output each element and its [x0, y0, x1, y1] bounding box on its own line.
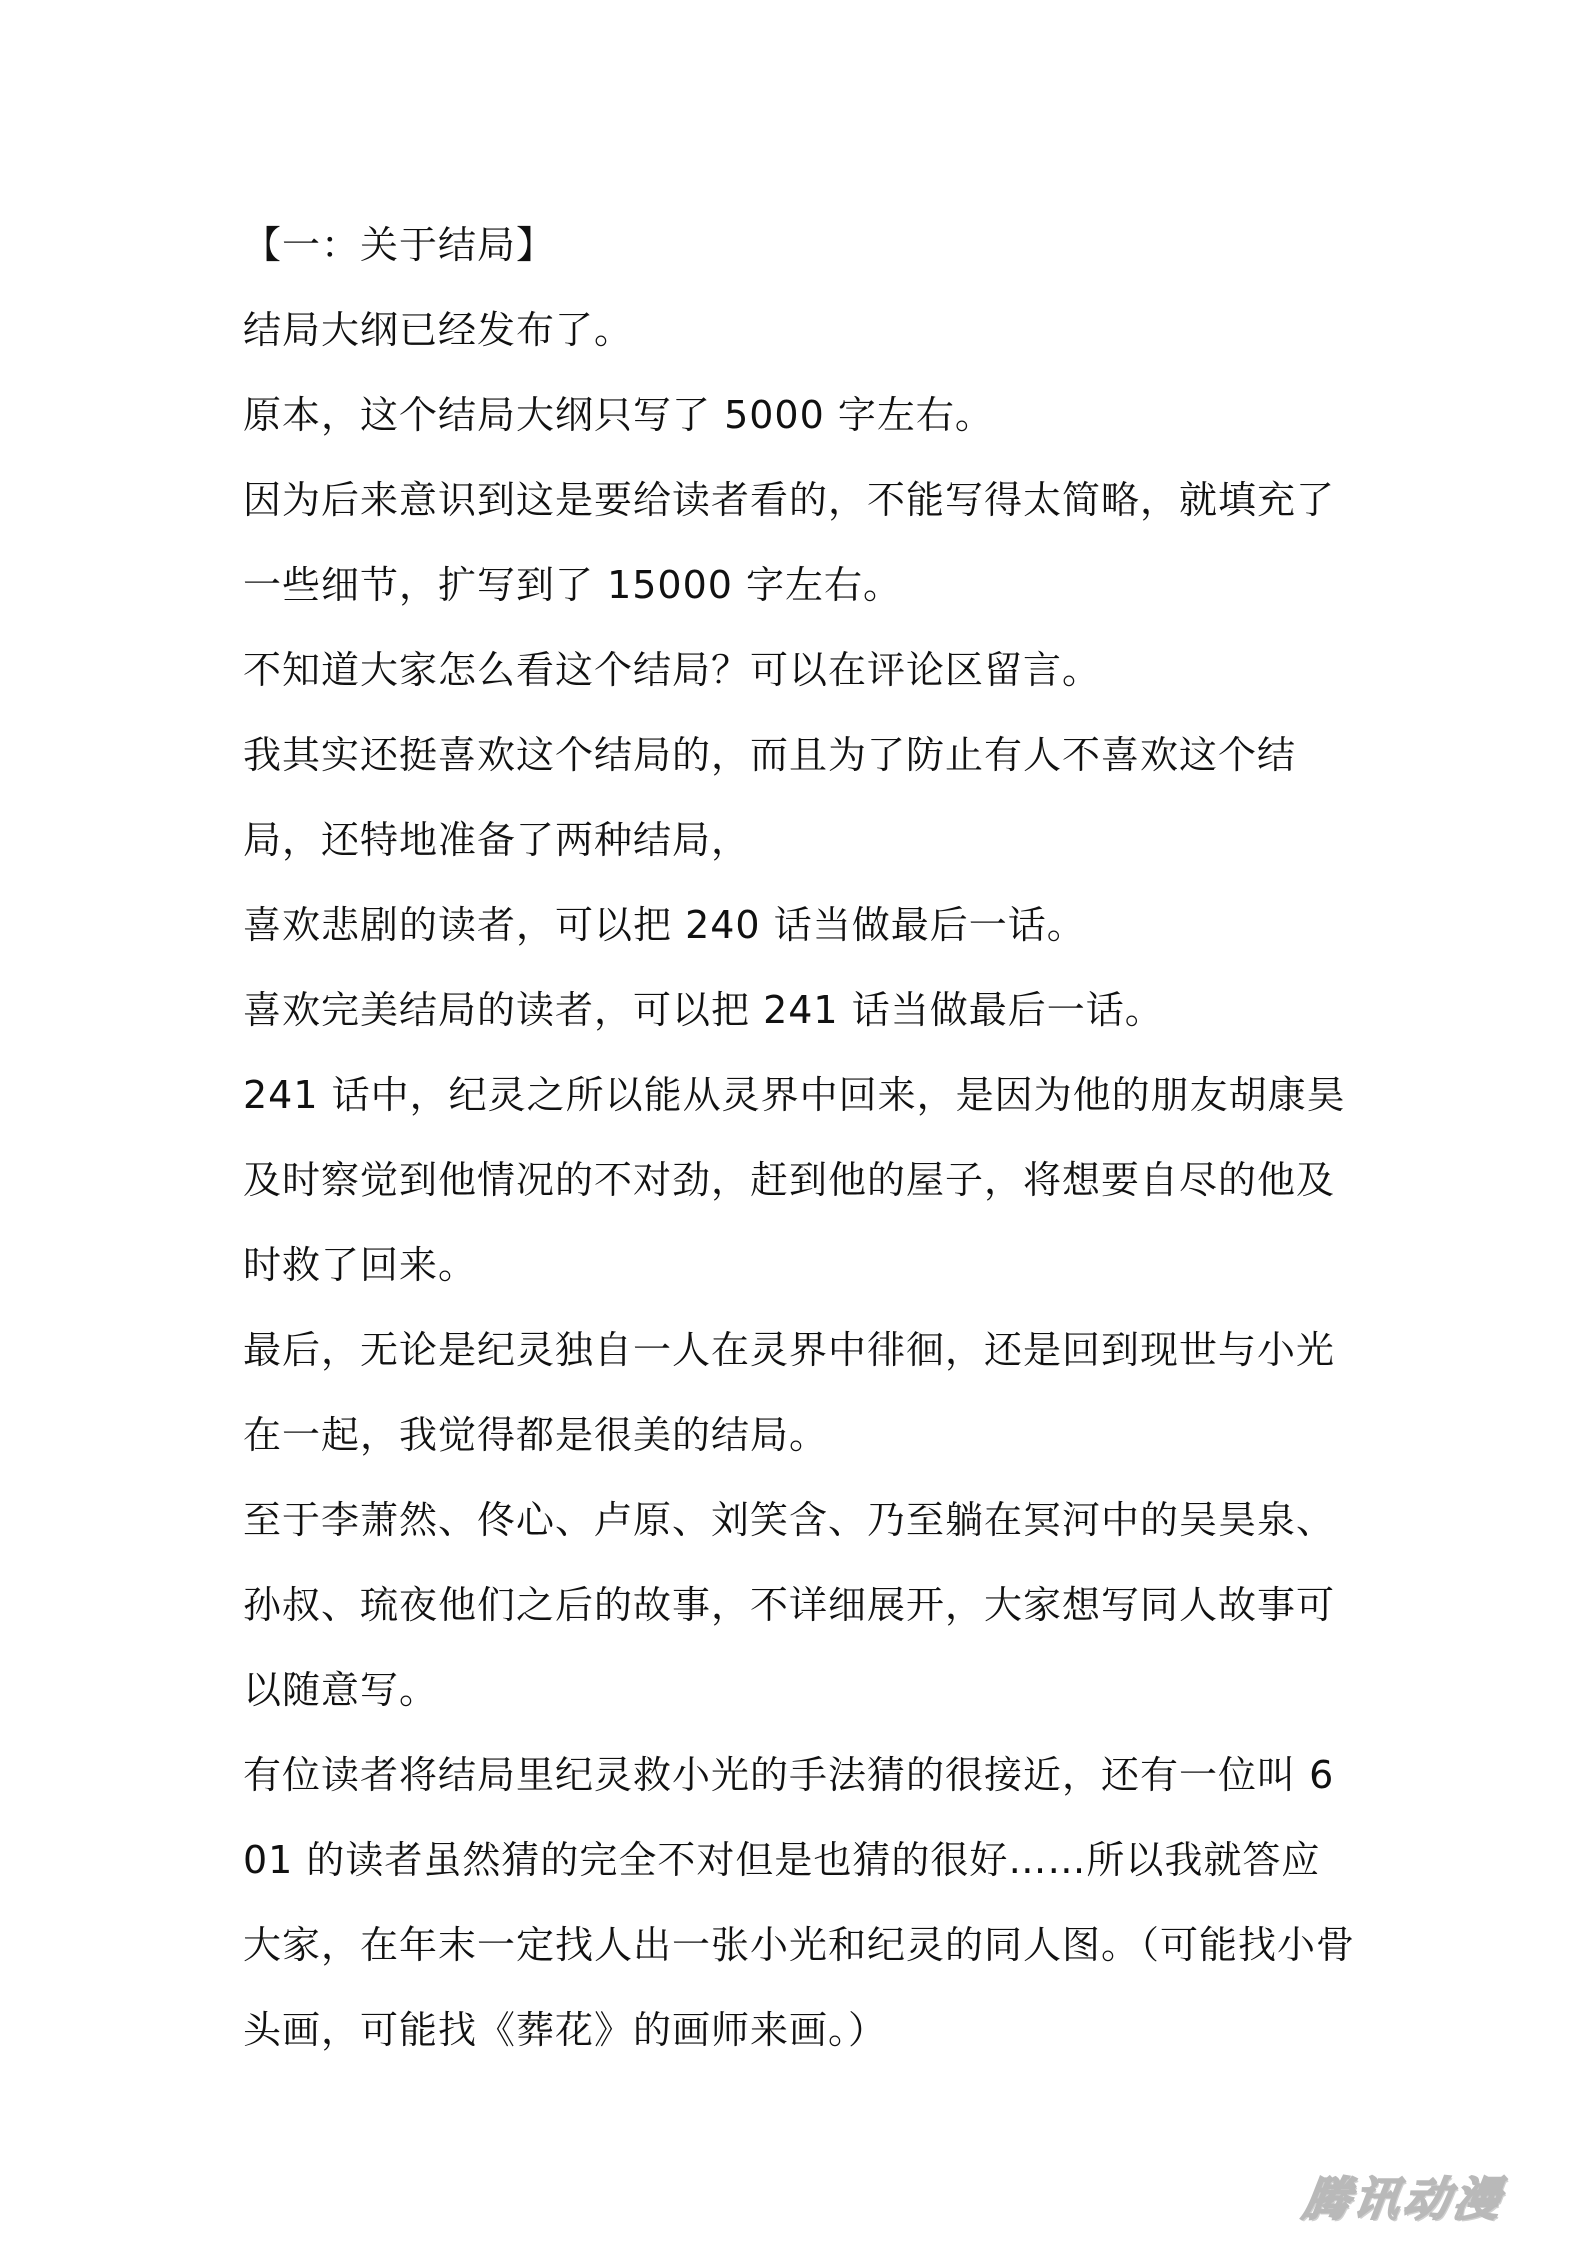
- paragraph: 不知道大家怎么看这个结局？可以在评论区留言。: [243, 648, 1102, 692]
- paragraph: 因为后来意识到这是要给读者看的，不能写得太简略，就填充了一些细节，扩写到了 15000 字左右。: [243, 478, 1336, 607]
- paragraph: 至于李萧然、佟心、卢原、刘笑含、乃至躺在冥河中的吴昊泉、孙叔、琉夜他们之后的故事，不详细展开，大家想写同人故事可以随意写。: [243, 1498, 1336, 1712]
- paragraph: 241 话中，纪灵之所以能从灵界中回来，是因为他的朋友胡康昊及时察觉到他情况的不对劲，赶到他的屋子，将想要自尽的他及时救了回来。: [243, 1073, 1346, 1287]
- paragraph: 喜欢悲剧的读者，可以把 240 话当做最后一话。: [243, 903, 1086, 947]
- paragraph: 结局大纲已经发布了。: [243, 308, 634, 352]
- paragraph: 喜欢完美结局的读者，可以把 241 话当做最后一话。: [243, 988, 1164, 1032]
- paragraph: 原本，这个结局大纲只写了 5000 字左右。: [243, 393, 994, 437]
- watermark-logo: 腾讯动漫: [1299, 2172, 1508, 2226]
- paragraph: 有位读者将结局里纪灵救小光的手法猜的很接近，还有一位叫 601 的读者虽然猜的完全不对但是也猜的很好……所以我就答应大家，在年末一定找人出一张小光和纪灵的同人图。（可能找小骨头画，可能找《葬花》的画师来画。）: [243, 1753, 1356, 2052]
- section-heading: 【一：关于结局】: [243, 223, 556, 267]
- paragraph: 我其实还挺喜欢这个结局的，而且为了防止有人不喜欢这个结局，还特地准备了两种结局，: [243, 733, 1297, 862]
- paragraph: 最后，无论是纪灵独自一人在灵界中徘徊，还是回到现世与小光在一起，我觉得都是很美的结局。: [243, 1328, 1336, 1457]
- document-body: [243, 203, 1358, 2073]
